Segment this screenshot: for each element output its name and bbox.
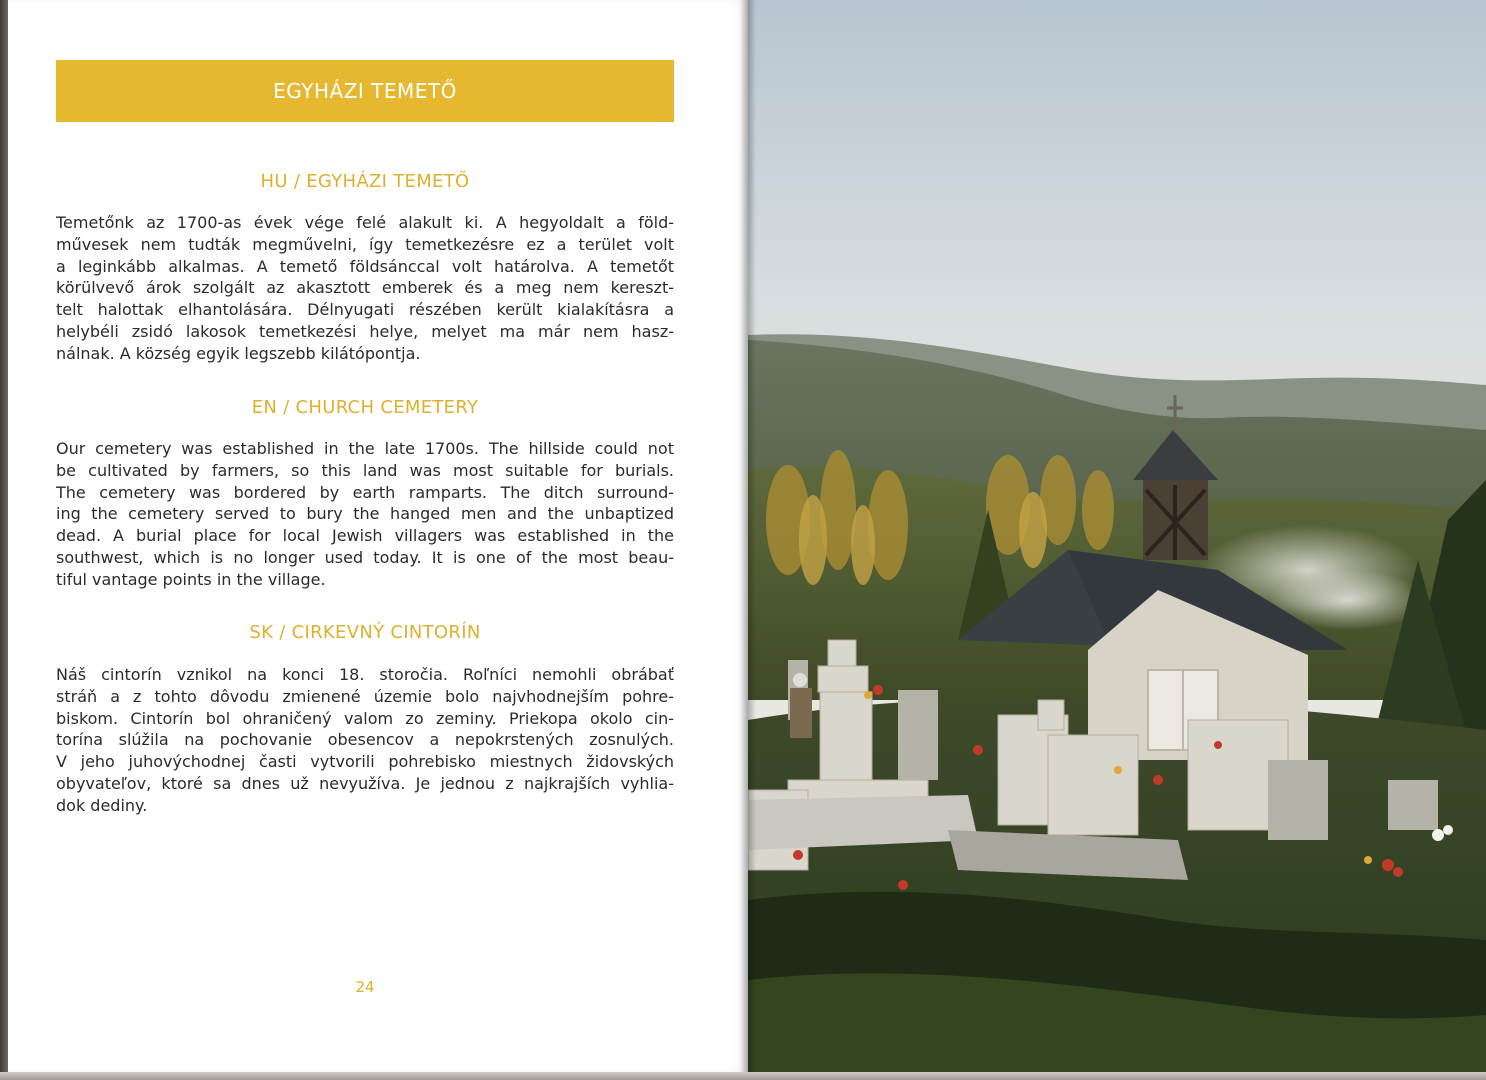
body-line: tiful vantage points in the village. [56,569,326,589]
body-line: Náš cintorín vznikol na konci 18. storočia. Roľníci nemohli obrábať [56,665,674,684]
body-line: dead. A burial place for local Jewish villagers was established in the [56,526,674,546]
booklet-bottom-edge [0,1072,1486,1080]
section-body-hu [56,212,674,365]
body-line: obyvateľov, ktoré sa dnes už nevyužíva. Je jednou z najkrajších vyhlia- [56,773,674,793]
body-line: a leginkább alkalmas. A temető földsánccal volt határolva. A temetőt [56,256,674,276]
section-body-en [56,438,674,591]
body-line: V jeho juhovýchodnej časti vytvorili pohrebisko miestnych židovských [56,752,674,772]
text-page [8,0,748,1072]
body-line: biskom. Cintorín bol ohraničený valom zo zeminy. Priekopa okolo cin- [56,708,674,728]
body-line: Our cemetery was established in the late 1700s. The hillside could not [56,439,674,458]
body-line: be cultivated by farmers, so this land was most suitable for burials. [56,460,674,480]
section-heading-en: EN / CHURCH CEMETERY [251,397,479,418]
body-line: southwest, which is no longer used today. It is one of the most beau- [56,547,674,567]
body-line: stráň a z tohto dôvodu zmienené územie bolo najvhodnejším pohre- [56,686,674,706]
body-line: torína slúžila na pochovanie obesencov a nepokrstených zosnulých. [56,730,674,750]
booklet-edge [0,0,8,1080]
body-line: Temetőnk az 1700-as évek vége felé alakult ki. A hegyoldalt a föld- [56,213,674,232]
banner-title: EGYHÁZI TEMETŐ [273,79,457,103]
body-line: nálnak. A község egyik legszebb kilátópontja. [56,343,421,363]
section-heading-sk: SK / CIRKEVNÝ CINTORÍN [249,622,481,643]
body-line: művesek nem tudták megművelni, így temetkezésre ez a terület volt [56,234,674,254]
page-number: 24 [355,978,375,996]
body-line: The cemetery was bordered by earth ramparts. The ditch surround- [56,482,674,502]
binding-gutter [740,0,756,1072]
cemetery-photo [748,0,1486,1072]
body-line: dok dediny. [56,795,148,815]
section-heading-hu: HU / EGYHÁZI TEMETŐ [260,171,470,192]
cemetery-photo-illustration [748,0,1486,1072]
body-line: helybéli zsidó lakosok temetkezési helye, melyet ma már nem hasz- [56,321,674,341]
page-banner [56,60,674,122]
section-body-sk [56,664,674,817]
body-line: ing the cemetery served to bury the hanged men and the unbaptized [56,504,674,524]
body-line: körülvevő árok szolgált az akasztott emberek és a meg nem kereszt- [56,278,674,298]
body-line: telt halottak elhantolására. Délnyugati részében került kialakításra a [56,300,674,320]
